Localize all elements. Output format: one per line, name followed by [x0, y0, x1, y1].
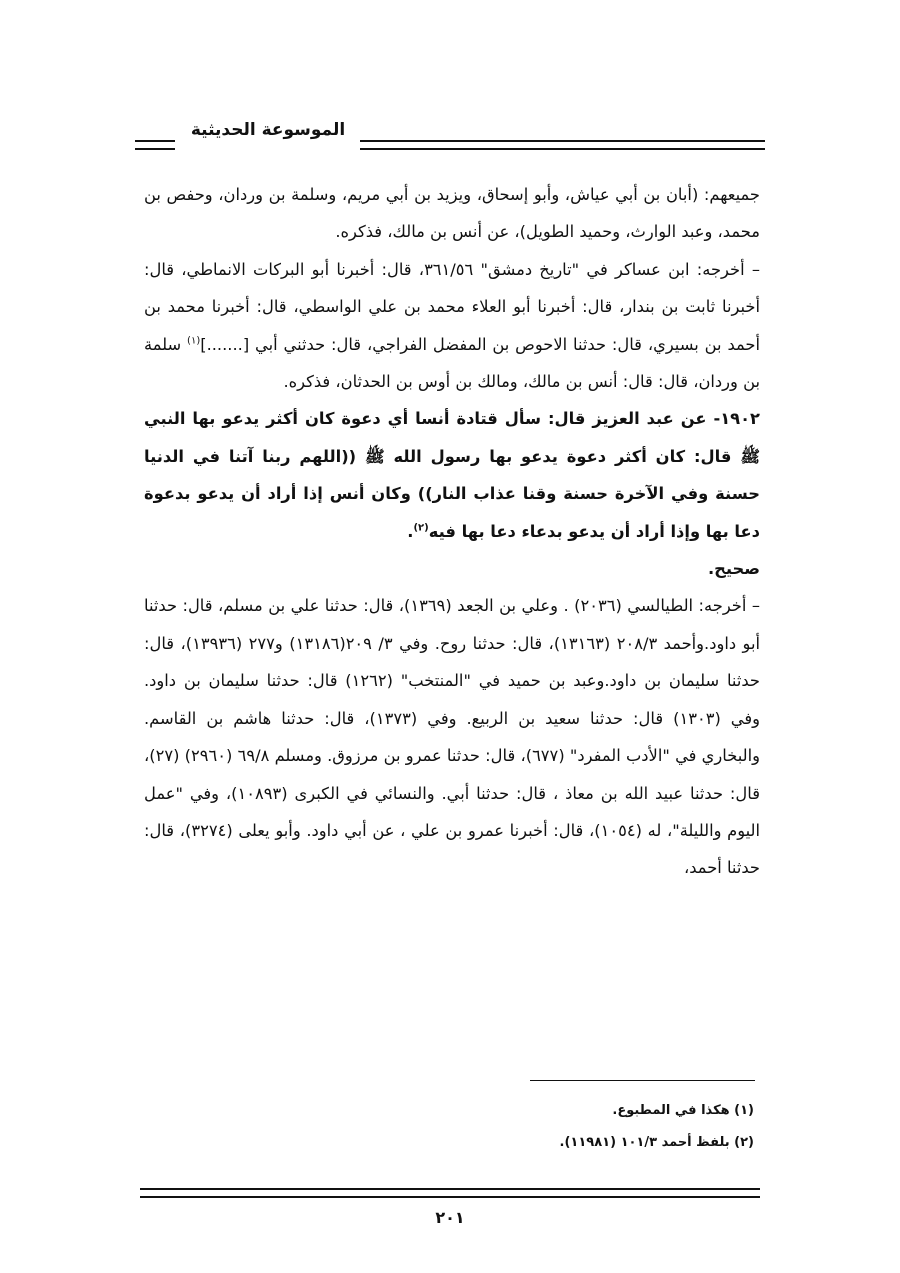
- paragraph-takhrij: [144, 587, 760, 886]
- footnotes: [200, 1095, 754, 1159]
- hadith-text: ١٩٠٢- عن عبد العزيز قال: سأل قتادة أنسا أي دعوة كان أكثر يدعو بها النبي ﷺ قال: كان أكثر دعوة يدعو بها رسول الله ﷺ ((اللهم ربنا آتنا في الدنيا حسنة وفي الآخرة حسنة وقنا عذاب النار)) وكان أنس إذا أراد أن يدعو بدعوة دعا بها وإذا أراد أن يدعو بدعاء دعا بها فيه: [144, 409, 760, 541]
- footnote-2: (٢) بلفظ أحمد ١٠١/٣ (١١٩٨١).: [559, 1135, 754, 1150]
- hadith-1902: [144, 400, 760, 550]
- paragraph-narrators: [144, 176, 760, 251]
- header-rule-right: [360, 140, 765, 150]
- footer-rule: [140, 1188, 760, 1198]
- paragraph-text: جميعهم: (أبان بن أبي عياش، وأبو إسحاق، ويزيد بن أبي مريم، وسلمة بن وردان، وحفص بن محمد، وعبد الوارث، وحميد الطويل)، عن أنس بن مالك، فذكره.: [144, 185, 760, 242]
- paragraph-text: – أخرجه: ابن عساكر في "تاريخ دمشق" ٣٦١/٥٦، قال: أخبرنا أبو البركات الانماطي، قال: أخبرنا ثابت بن بندار، قال: أخبرنا أبو العلاء محمد بن علي الواسطي، قال: أخبرنا محمد بن أحمد بن بسيري، قال: حدثنا الاحوص بن المفضل الفراجي، قال: حدثني أبي [.......]: [144, 259, 760, 354]
- running-header-title: الموسوعة الحديثية: [190, 120, 346, 140]
- page-body: [144, 176, 760, 887]
- grading-text: صحيح.: [707, 559, 760, 579]
- footnote-1: (١) هكذا في المطبوع.: [612, 1103, 754, 1118]
- footnote-marker-1[interactable]: (١): [187, 335, 201, 347]
- hadith-text-tail: .: [407, 521, 414, 541]
- footnote-separator: [530, 1080, 755, 1081]
- paragraph-text: – أخرجه: الطيالسي (٢٠٣٦) . وعلي بن الجعد (١٣٦٩)، قال: حدثنا علي بن مسلم، قال: حدثنا أبو داود.وأحمد ٢٠٨/٣ (١٣١٦٣)، قال: حدثنا روح. وفي ٣/ ٢٠٩(١٣١٨٦) و٢٧٧ (١٣٩٣٦)، قال: حدثنا سليمان بن داود.وعبد بن حميد في "المنتخب" (١٢٦٢) قال: حدثنا سليمان بن داود. وفي (١٣٠٣) قال: حدثنا سعيد بن الربيع. وفي (١٣٧٣)، قال: حدثنا هاشم بن القاسم. والبخاري في "الأدب المفرد" (٦٧٧)، قال: حدثنا عمرو بن مرزوق. ومسلم ٦٩/٨ (٢٩٦٠) (٢٧)، قال: حدثنا عبيد الله بن معاذ ، قال: حدثنا أبي. والنسائي في الكبرى (١٠٨٩٣)، وفي "عمل اليوم والليلة"، له (١٠٥٤)، قال: أخبرنا عمرو بن علي ، عن أبي داود. وأبو يعلى (٣٢٧٤)، قال: حدثنا أحمد،: [144, 596, 761, 878]
- footnote-marker-2[interactable]: (٢): [413, 522, 429, 534]
- grading: [144, 550, 760, 587]
- page-number: ٢٠١: [435, 1208, 465, 1227]
- paragraph-text-tail: سلمة بن وردان، قال: قال: أنس بن مالك، ومالك بن أوس بن الحدثان، فذكره.: [144, 334, 760, 392]
- paragraph-ibn-asakir-takhrij: [144, 251, 760, 401]
- header-rule-left: [135, 140, 175, 150]
